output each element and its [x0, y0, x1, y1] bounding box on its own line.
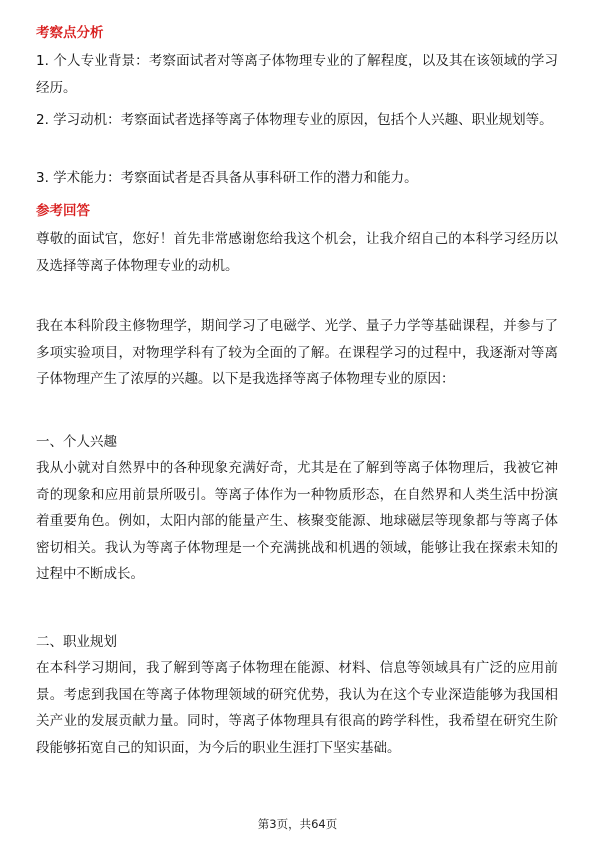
answer-greeting: 尊敬的面试官，您好！首先非常感谢您给我这个机会，让我介绍自己的本科学习经历以及选择等离子体物理专业的动机。: [36, 231, 558, 274]
page-number: 第3页，共64页: [257, 817, 338, 831]
section-body-interest: 我从小就对自然界中的各种现象充满好奇，尤其是在了解到等离子体物理后，我被它神奇的现象和应用前景所吸引。等离子体作为一种物质形态，在自然界和人类生活中扮演着重要角色。例如，太阳内部的能量产生、核聚变能源、地球磁层等现象都与等离子体密切相关。我认为等离子体物理是一个充满挑战和机遇的领域，能够让我在探索未知的过程中不断成长。: [36, 460, 558, 582]
analysis-point-3: 3. 学术能力：考察面试者是否具备从事科研工作的潜力和能力。: [36, 170, 418, 186]
analysis-point-2: 2. 学习动机：考察面试者选择等离子体物理专业的原因，包括个人兴趣、职业规划等。: [36, 112, 553, 128]
section-title-interest: 一、个人兴趣: [36, 434, 117, 450]
analysis-heading: 考察点分析: [36, 25, 104, 41]
answer-heading: 参考回答: [36, 203, 90, 219]
section-body-career: 在本科学习期间，我了解到等离子体物理在能源、材料、信息等领域具有广泛的应用前景。考虑到我国在等离子体物理领域的研究优势，我认为在这个专业深造能够为我国相关产业的发展贡献力量。同时，等离子体物理具有很高的跨学科性，我希望在研究生阶段能够拓宽自己的知识面，为今后的职业生涯打下坚实基础。: [36, 660, 558, 756]
answer-intro: 我在本科阶段主修物理学，期间学习了电磁学、光学、量子力学等基础课程，并参与了多项实验项目，对物理学科有了较为全面的了解。在课程学习的过程中，我逐渐对等离子体物理产生了浓厚的兴趣。以下是我选择等离子体物理专业的原因：: [36, 318, 558, 387]
analysis-point-1: 1. 个人专业背景：考察面试者对等离子体物理专业的了解程度，以及其在该领域的学习经历。: [36, 53, 558, 96]
section-title-career: 二、职业规划: [36, 634, 117, 650]
